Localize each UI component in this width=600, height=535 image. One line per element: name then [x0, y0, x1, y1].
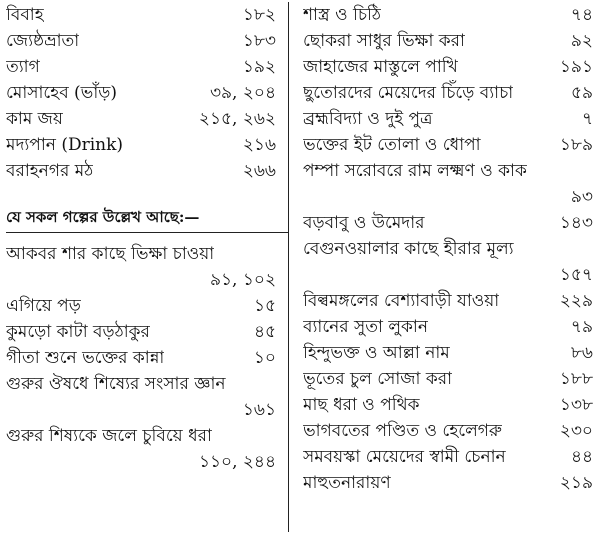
index-entry: [6, 293, 288, 319]
index-term: ব্যানের সুতা লুকান: [303, 317, 429, 337]
index-entry: [6, 241, 288, 267]
index-pages: ২১৬: [242, 135, 276, 155]
index-entry: [303, 392, 595, 418]
index-pages: ১১০, ২৪৪: [198, 452, 276, 472]
index-term: সমবয়স্কা মেয়েদের স্বামী চেনান: [303, 447, 506, 467]
index-pages: ৪৫: [253, 322, 276, 342]
index-entry: [303, 158, 595, 184]
index-term: ব্রহ্মবিদ্যা ও দুই পুত্র: [303, 109, 433, 129]
index-term: ছুতোরদের মেয়েদের চিঁড়ে ব্যাচা: [303, 83, 514, 103]
stories-section-heading: যে সকল গল্পের উল্লেখ আছে:—: [6, 204, 288, 233]
index-term: মদ্যপান (Drink): [6, 135, 124, 155]
topic-index-list: [6, 2, 288, 184]
index-pages: ১৮৮: [559, 369, 593, 389]
index-entry: [6, 106, 288, 132]
index-term: গুরুর ঔষধে শিষ্যের সংসার জ্ঞান: [6, 374, 226, 394]
index-entry: [303, 28, 595, 54]
index-pages: [593, 236, 595, 262]
index-pages: ২১৯: [559, 473, 593, 493]
index-entry-continuation: [6, 267, 288, 293]
index-pages: ১৮৯: [559, 135, 593, 155]
right-index-column: [303, 2, 595, 496]
index-pages: ৩৯, ২০৪: [209, 83, 276, 103]
index-entry: [303, 2, 595, 28]
index-entry: [303, 54, 595, 80]
index-entry: [303, 366, 595, 392]
index-term: কুমড়ো কাটা বড়ঠাকুর: [6, 322, 150, 342]
index-term: জাহাজের মাস্তুলে পাখি: [303, 57, 458, 77]
index-entry-continuation: [303, 184, 595, 210]
index-term: বিবাহ: [6, 5, 44, 25]
index-pages: ৭: [581, 109, 593, 129]
index-pages: [276, 371, 288, 397]
left-index-column: [6, 2, 289, 532]
index-entry: [6, 319, 288, 345]
index-term: গুরুর শিষ্যকে জলে চুবিয়ে ধরা: [6, 426, 212, 446]
index-term: ভূতের চুল সোজা করা: [303, 369, 453, 389]
index-term: মোসাহেব (ভাঁড়): [6, 83, 118, 103]
index-term: হিন্দুভক্ত ও আল্লা নাম: [303, 343, 450, 363]
index-term: ভাগবতের পণ্ডিত ও হেলেগরু: [303, 421, 502, 441]
index-pages: ৯৩: [570, 187, 593, 207]
index-entry: [6, 345, 288, 371]
index-pages: [276, 423, 288, 449]
index-term: বেগুনওয়ালার কাছে হীরার মূল্য: [303, 239, 514, 259]
index-entry: [303, 132, 595, 158]
index-pages: ২৬৬: [242, 161, 276, 181]
index-pages: ৮৬: [570, 343, 593, 363]
index-term: আকবর শার কাছে ভিক্ষা চাওয়া: [6, 244, 215, 264]
index-term: এগিয়ে পড়: [6, 296, 81, 316]
index-entry: [303, 80, 595, 106]
index-entry: [6, 28, 288, 54]
index-term: জ্যেষ্ঠভ্রাতা: [6, 31, 80, 51]
index-pages: ১০: [253, 348, 276, 368]
index-pages: ৭৪: [570, 5, 593, 25]
index-term: বড়বাবু ও উমেদার: [303, 213, 425, 233]
index-entry: [6, 158, 288, 184]
index-pages: ১৫৭: [559, 265, 593, 285]
index-entry: [6, 423, 288, 449]
index-term: পম্পা সরোবরে রাম লক্ষ্মণ ও কাক: [303, 161, 527, 181]
index-pages: ২১৫, ২৬২: [198, 109, 276, 129]
index-entry: [6, 371, 288, 397]
index-pages: ২৩০: [559, 421, 593, 441]
index-term: মাহুতনারায়ণ: [303, 473, 391, 493]
index-pages: [276, 241, 288, 267]
index-pages: [593, 158, 595, 184]
index-term: মাছ ধরা ও পথিক: [303, 395, 420, 415]
index-pages: ১৮৩: [242, 31, 276, 51]
index-entry: [6, 80, 288, 106]
index-term: ছোকরা সাধুর ভিক্ষা করা: [303, 31, 465, 51]
index-pages: ১৩৮: [559, 395, 593, 415]
story-index-list: [6, 241, 288, 475]
section-gap: [6, 184, 288, 204]
index-pages: ১৬১: [242, 400, 276, 420]
index-entry: [303, 418, 595, 444]
index-pages: ৭৯: [570, 317, 593, 337]
index-entry: [303, 288, 595, 314]
index-term: ত্যাগ: [6, 57, 40, 77]
index-term: কাম জয়: [6, 109, 63, 129]
index-entry: [303, 340, 595, 366]
index-entry: [6, 132, 288, 158]
index-entry: [303, 444, 595, 470]
index-term: বিল্বমঙ্গলের বেশ্যাবাড়ী যাওয়া: [303, 291, 500, 311]
index-term: শাস্ত্র ও চিঠি: [303, 5, 381, 25]
index-entry: [303, 314, 595, 340]
index-pages: ১৮২: [242, 5, 276, 25]
index-pages: ১৯২: [242, 57, 276, 77]
index-pages: ৫৯: [570, 83, 593, 103]
index-pages: ৯১, ১০২: [209, 270, 276, 290]
index-entry: [6, 54, 288, 80]
index-pages: ৪৪: [570, 447, 593, 467]
index-entry-continuation: [6, 397, 288, 423]
index-pages: ১৪৩: [559, 213, 593, 233]
index-term: গীতা শুনে ভক্তের কান্না: [6, 348, 165, 368]
index-pages: ৯২: [570, 31, 593, 51]
index-term: বরাহনগর মঠ: [6, 161, 94, 181]
index-entry: [303, 210, 595, 236]
index-entry: [303, 470, 595, 496]
index-pages: ১৯১: [559, 57, 593, 77]
index-term: ভক্তের ইট তোলা ও ধোপা: [303, 135, 481, 155]
index-pages: ২২৯: [559, 291, 593, 311]
index-entry: [303, 236, 595, 262]
index-entry-continuation: [303, 262, 595, 288]
index-entry-continuation: [6, 449, 288, 475]
index-entry: [303, 106, 595, 132]
index-entry: [6, 2, 288, 28]
index-pages: ১৫: [253, 296, 276, 316]
